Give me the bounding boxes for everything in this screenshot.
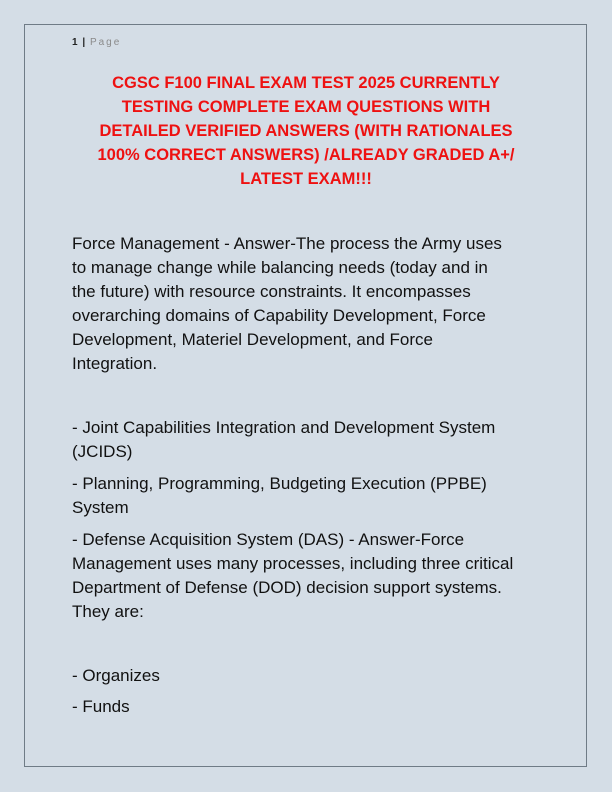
- list-item-ppbe: - Planning, Programming, Budgeting Execution (PPBE) System: [72, 474, 487, 517]
- list-item-funds: - Funds: [72, 697, 130, 716]
- document-title: CGSC F100 FINAL EXAM TEST 2025 CURRENTLY TESTING COMPLETE EXAM QUESTIONS WITH DETAILED VERIFIED ANSWERS (WITH RATIONALES 100% CORRECT ANSWERS) /ALREADY GRADED A+/ LATEST EXAM!!!: [97, 74, 515, 188]
- page-number-separator: |: [82, 37, 86, 48]
- page-number: 1: [72, 37, 78, 48]
- list-item-jcids: - Joint Capabilities Integration and Development System (JCIDS): [72, 418, 496, 461]
- list-item-organizes: - Organizes: [72, 666, 160, 685]
- paragraph-force-management: Force Management - Answer-The process the Army uses to manage change while balancing needs (today and in the future) with resource constraints. It encompasses overarching domains of Capability Development, Force Development, Materiel Development, and Force Integration.: [72, 234, 502, 373]
- page-label: Page: [89, 37, 122, 48]
- page-number-header: [72, 37, 121, 48]
- list-item-das: - Defense Acquisition System (DAS) - Answer-Force Management uses many processes, including three critical Department of Defense (DOD) decision support systems. They are:: [72, 530, 514, 621]
